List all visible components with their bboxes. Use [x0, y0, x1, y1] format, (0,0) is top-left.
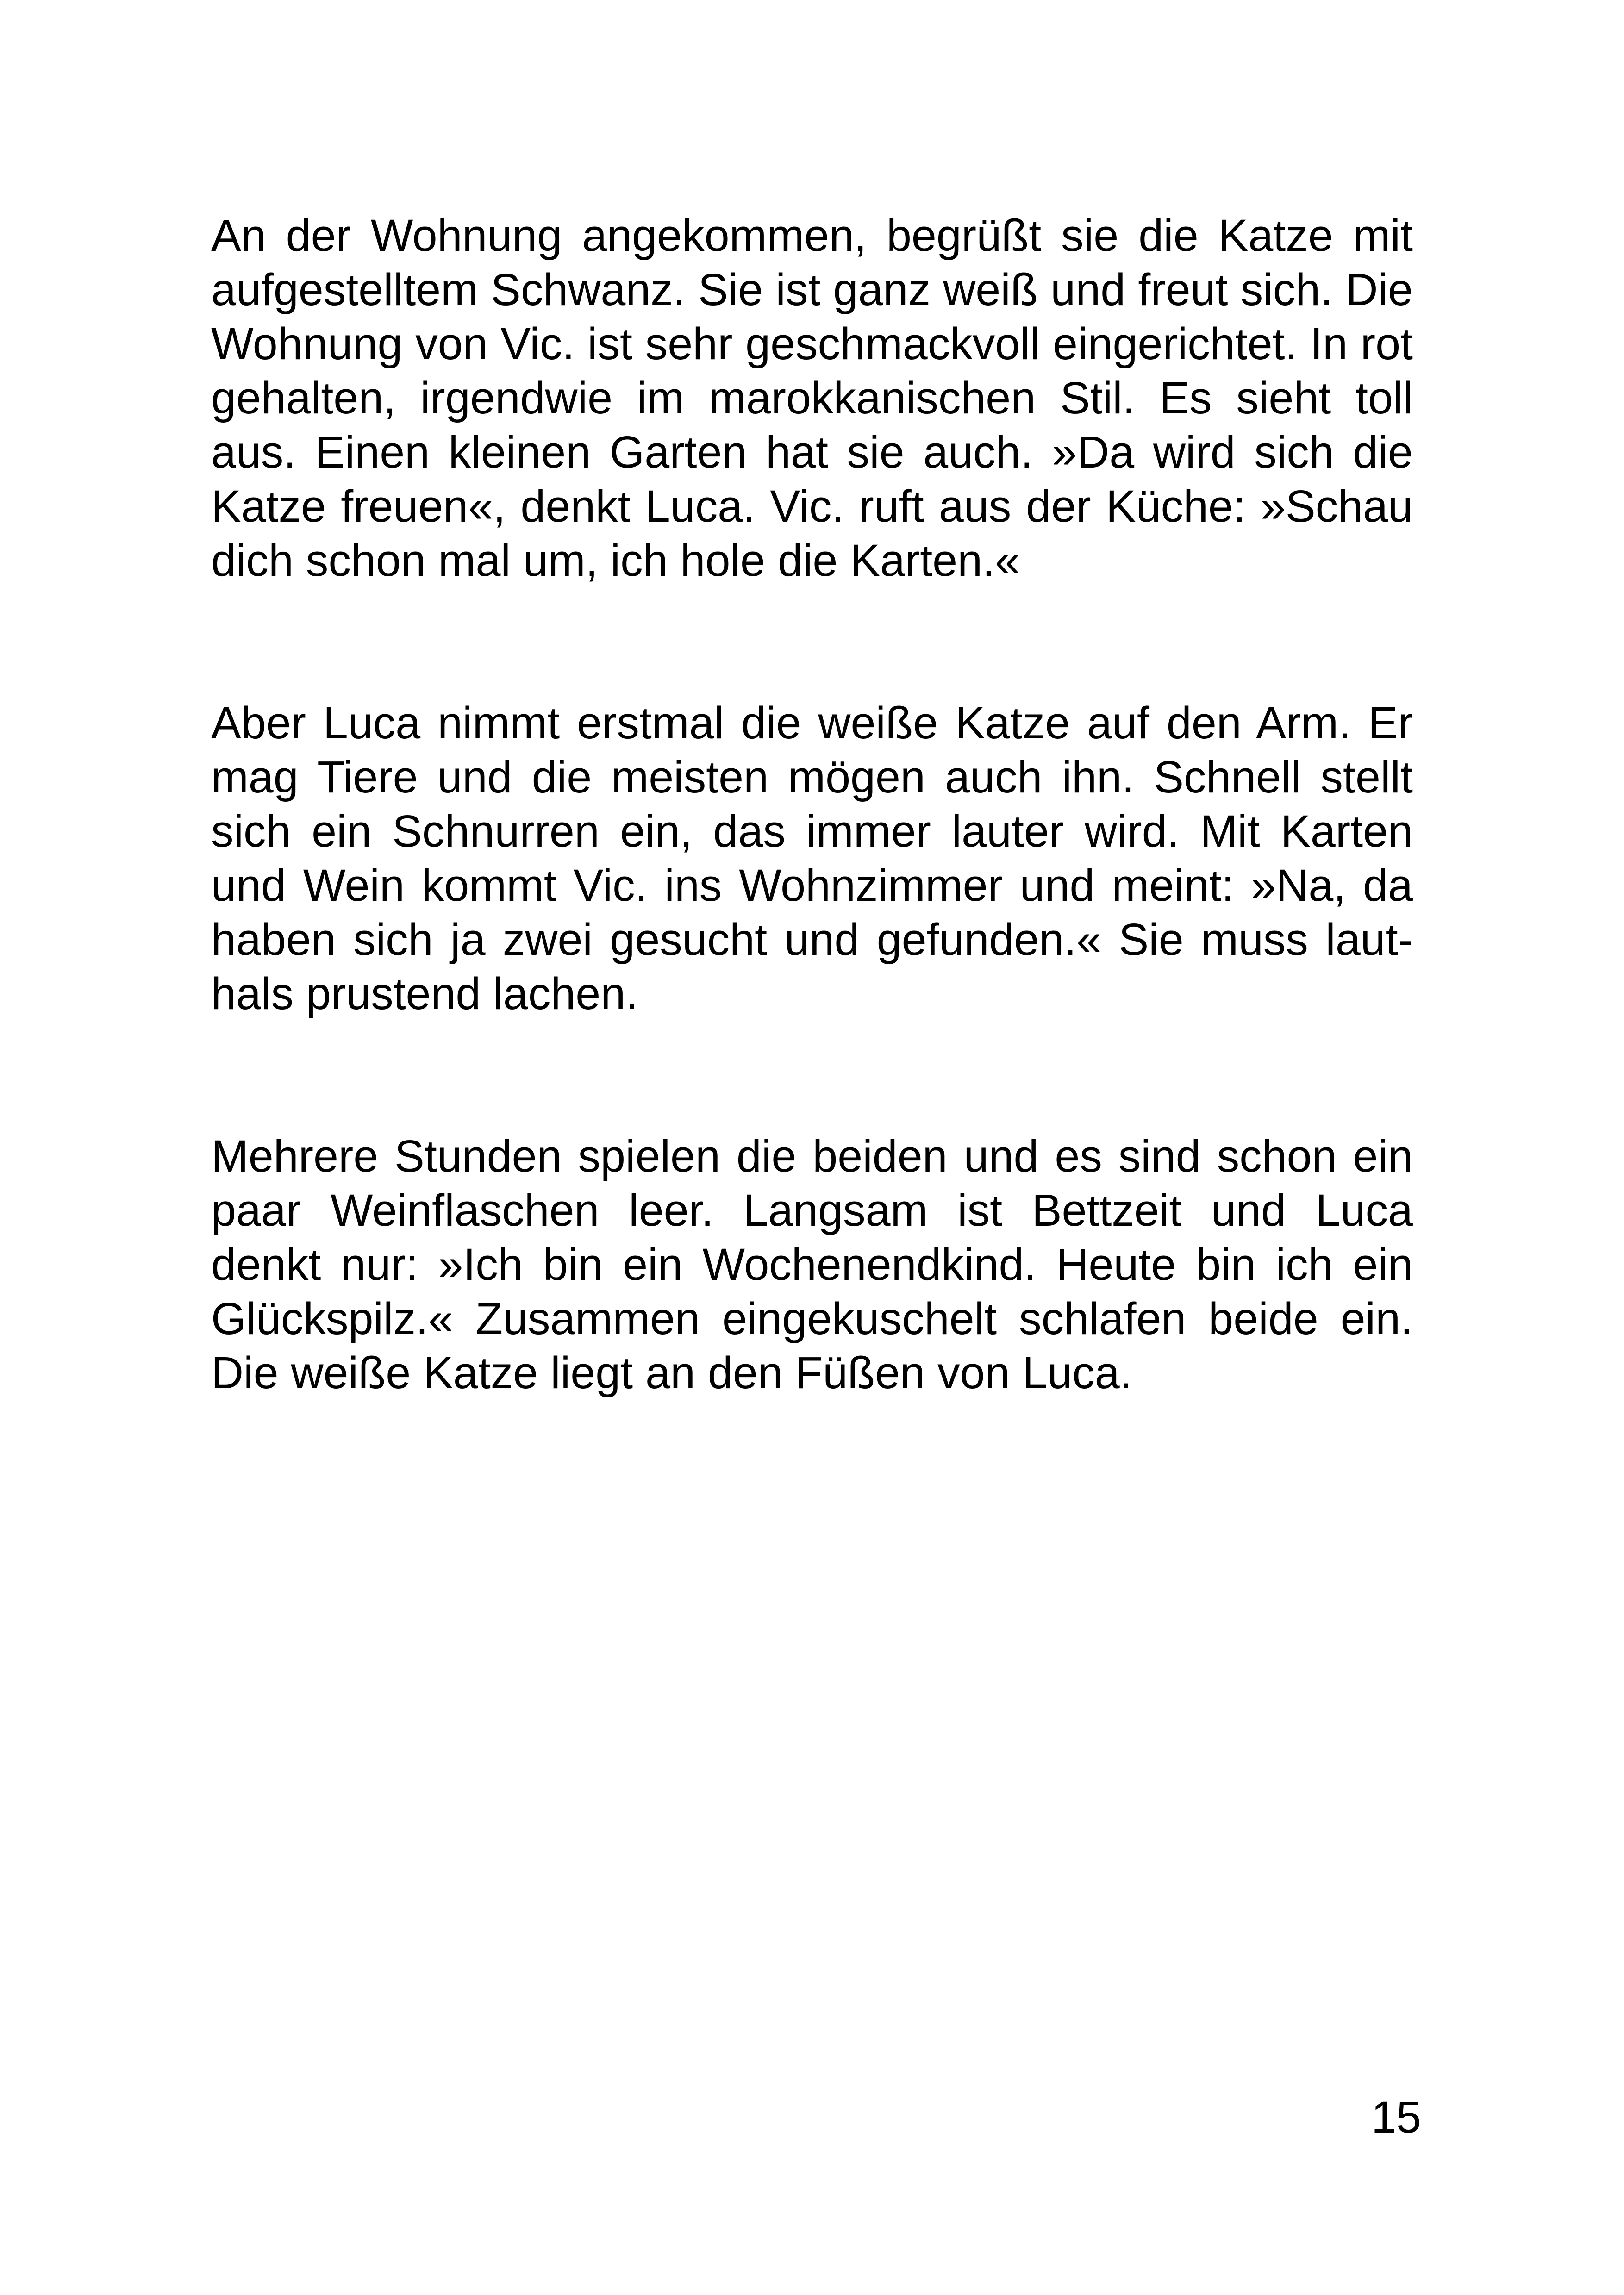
page-number: 15 [1371, 2092, 1421, 2142]
paragraph-3: Mehrere Stunden spielen die beiden und es sind schon ein paar Weinflaschen leer. Langsam ist Bettzeit und Luca denkt nur: »Ich bin ein Wochenendkind. Heute bin ich ein Glückspilz.« Zusammen eingekuschelt schlafen beide ein. Die weiße Katze liegt an den Füßen von Luca. [211, 1131, 1413, 1398]
paragraph-2: Aber Luca nimmt erstmal die weiße Katze auf den Arm. Er mag Tiere und die meisten mögen auch ihn. Schnell stellt sich ein Schnurren ein, das immer lauter wird. Mit Karten und Wein kommt Vic. ins Wohnzimmer und meint: »Na, da haben sich ja zwei gesucht und gefunden.« Sie muss lauthals prustend lachen. [211, 698, 1413, 1019]
page-body [211, 208, 1413, 1400]
paragraph-1: An der Wohnung angekommen, begrüßt sie die Katze mit aufgestelltem Schwanz. Sie ist ganz weiß und freut sich. Die Wohnung von Vic. ist sehr geschmackvoll eingerichtet. In rot gehalten, irgendwie im marokkanischen Stil. Es sieht toll aus. Einen kleinen Garten hat sie auch. »Da wird sich die Katze freuen«, denkt Luca. Vic. ruft aus der Küche: »Schau dich schon mal um, ich hole die Karten.« [211, 210, 1413, 586]
